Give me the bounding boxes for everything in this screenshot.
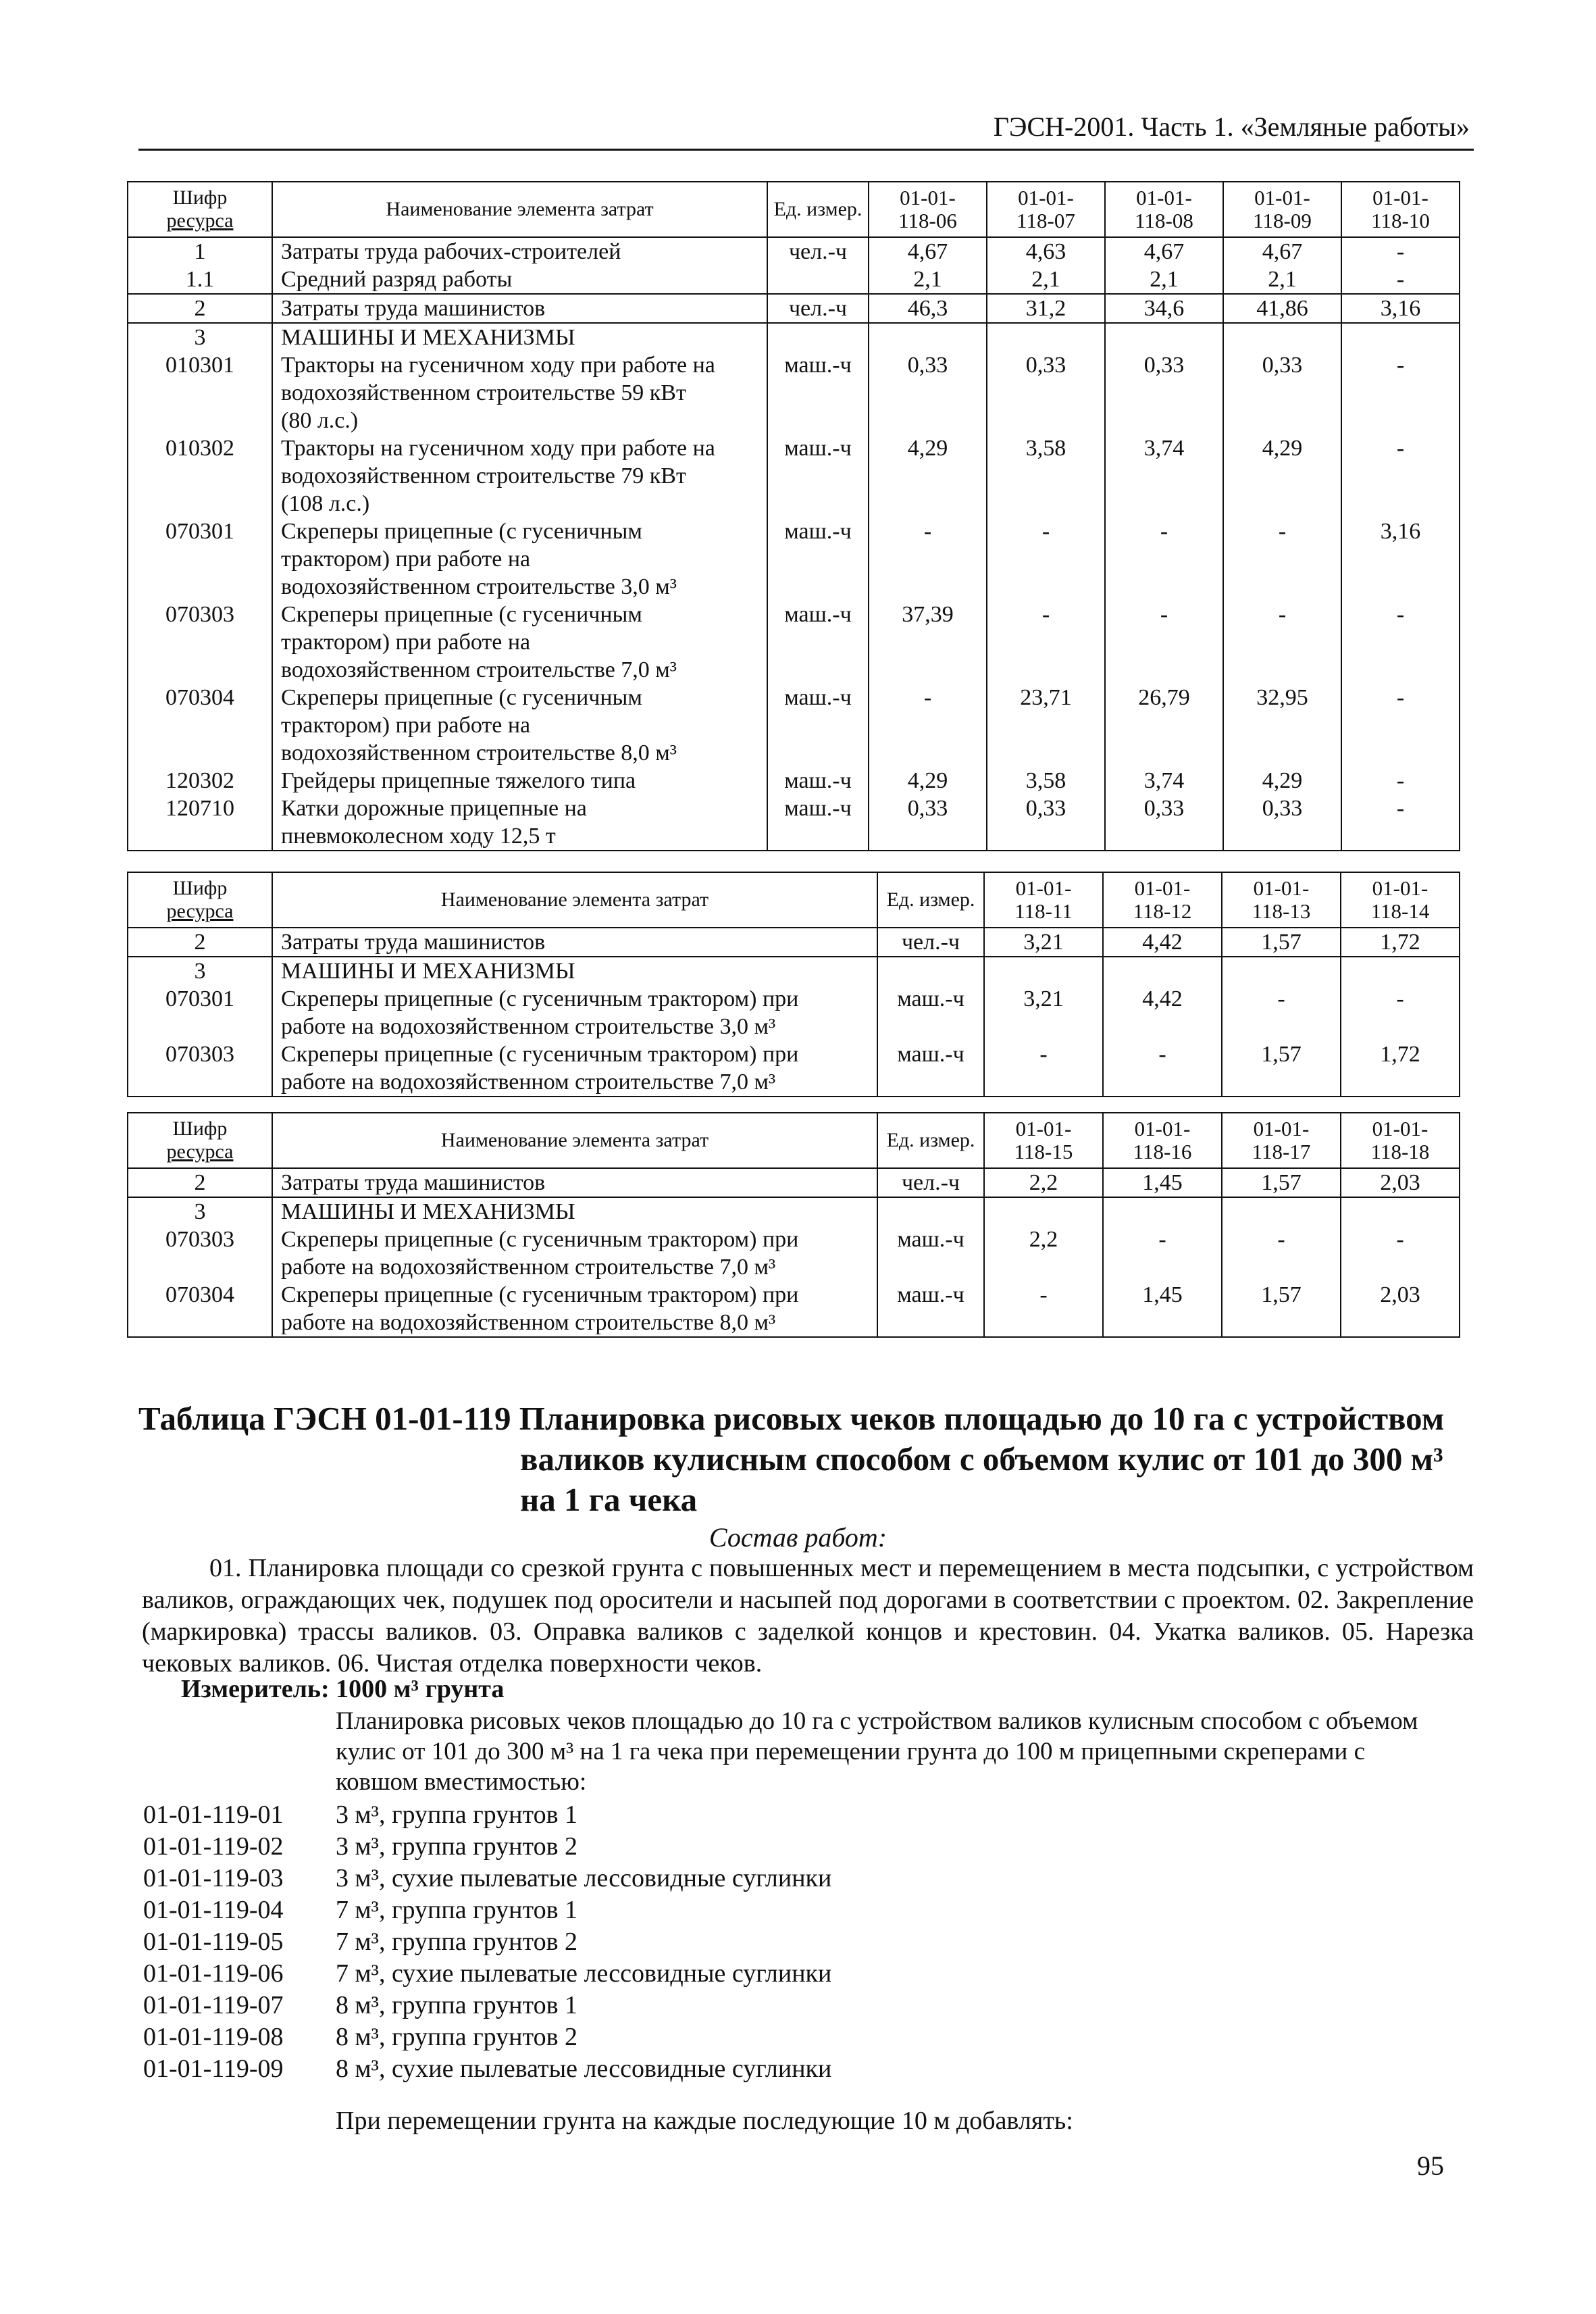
norm-item [143, 1831, 831, 1863]
value-cell: - [1341, 767, 1460, 795]
value-cell: - [1105, 601, 1223, 684]
value-cell: 4,67 [1223, 237, 1341, 266]
cost-element-name-line: водохозяйственном строительстве 8,0 м³ [281, 740, 677, 765]
value-cell: 1,45 [1103, 1281, 1222, 1337]
resource-code-cell: 070304 [128, 684, 272, 767]
unit-cell: маш.-ч [877, 985, 984, 1040]
value-cell: 1,57 [1222, 1040, 1341, 1097]
col-header-118-17: 01-01- 118-17 [1222, 1113, 1341, 1168]
value-cell [1341, 957, 1460, 985]
value-cell: - [1341, 266, 1460, 294]
resource-code-cell: 070301 [128, 985, 272, 1040]
unit-cell: маш.-ч [877, 1040, 984, 1097]
norm-item-code: 01-01-119-02 [143, 1832, 284, 1861]
cost-element-name-cell [272, 1226, 877, 1281]
value-cell [1341, 323, 1460, 351]
value-cell: 2,1 [1223, 266, 1341, 294]
resource-code-cell: 3 [128, 323, 272, 351]
cost-element-name-cell [272, 767, 767, 795]
col-header-118-18: 01-01- 118-18 [1341, 1113, 1460, 1168]
unit-cell [767, 266, 869, 294]
value-cell [1222, 1197, 1341, 1226]
value-cell: 0,33 [987, 795, 1105, 851]
section-title-line-2: валиков кулисным способом с объемом кулис от 101 до 300 м³ [520, 1440, 1443, 1478]
value-cell: 0,33 [1105, 795, 1223, 851]
unit-cell: маш.-ч [877, 1226, 984, 1281]
value-cell: 2,1 [987, 266, 1105, 294]
norm-item-code: 01-01-119-03 [143, 1864, 284, 1892]
unit-cell: маш.-ч [877, 1281, 984, 1337]
value-cell [1223, 323, 1341, 351]
cost-element-name-line: работе на водохозяйственном строительстве 3,0 м³ [281, 1014, 776, 1039]
table-header-row [128, 872, 1460, 928]
norm-item-text: 7 м³, группа грунтов 2 [336, 1928, 578, 1956]
cost-element-name-line: Скреперы прицепные (с гусеничным [281, 519, 642, 544]
col-header-unit: Ед. измер. [767, 182, 869, 237]
norm-item [143, 1799, 831, 1831]
table-row [128, 684, 1460, 767]
measurement-unit: Измеритель: 1000 м³ грунта [181, 1675, 505, 1703]
value-cell: - [1223, 601, 1341, 684]
value-cell [1103, 957, 1222, 985]
table-row [128, 266, 1460, 294]
cost-element-name-cell [272, 1281, 877, 1337]
col-header-118-15: 01-01- 118-15 [984, 1113, 1103, 1168]
resource-code-cell: 070303 [128, 1226, 272, 1281]
col-header-code: Шифр ресурса [128, 182, 272, 237]
cost-element-name-cell [272, 266, 767, 294]
value-cell: 4,29 [869, 767, 987, 795]
cost-element-name-line: МАШИНЫ И МЕХАНИЗМЫ [281, 959, 575, 984]
value-cell: - [1103, 1226, 1222, 1281]
value-cell: 37,39 [869, 601, 987, 684]
table-row [128, 1168, 1460, 1197]
value-cell: - [1341, 434, 1460, 518]
cost-element-name-cell [272, 1168, 877, 1197]
norm-item-code: 01-01-119-08 [143, 2023, 284, 2051]
table-row [128, 928, 1460, 957]
col-header-118-12: 01-01- 118-12 [1103, 872, 1222, 928]
cost-element-name-cell [272, 684, 767, 767]
value-cell: 23,71 [987, 684, 1105, 767]
value-cell: - [1341, 1226, 1460, 1281]
value-cell: 3,21 [984, 928, 1103, 957]
value-cell: 4,29 [1223, 434, 1341, 518]
cost-element-name-line: водохозяйственном строительстве 7,0 м³ [281, 657, 677, 682]
value-cell: 4,42 [1103, 985, 1222, 1040]
cost-element-name-line: Скреперы прицепные (с гусеничным трактором) при [281, 1227, 799, 1252]
norm-item [143, 1990, 831, 2021]
value-cell: - [987, 601, 1105, 684]
value-cell: 0,33 [869, 351, 987, 434]
composition-body: 01. Планировка площади со срезкой грунта с повышенных мест и перемещением в места подсыпки, с устройством валиков, ограждающих чек, подушек под оросители и насыпей под дорогами в соответствии с проектом. 02. Закрепление (маркировка) трассы валиков. 03. Оправка валиков с заделкой концов и крестовин. 04. Укатка валиков. 05. Нарезка чековых валиков. 06. Чистая отделка поверхности чеков. [142, 1554, 1474, 1678]
value-cell: - [1341, 684, 1460, 767]
cost-element-name-line: Затраты труда рабочих-строителей [281, 239, 621, 264]
resource-code-cell: 070303 [128, 1040, 272, 1097]
value-cell: 2,03 [1341, 1281, 1460, 1337]
value-cell: 2,1 [1105, 266, 1223, 294]
cost-element-name-cell [272, 985, 877, 1040]
cost-element-name-line: трактором) при работе на [281, 547, 531, 572]
value-cell: 3,74 [1105, 434, 1223, 518]
value-cell: - [984, 1281, 1103, 1337]
resource-code-cell: 070301 [128, 518, 272, 601]
cost-element-name-cell [272, 957, 877, 985]
unit-cell: маш.-ч [767, 795, 869, 851]
cost-element-name-cell [272, 237, 767, 266]
resource-table-118-15-18 [127, 1112, 1460, 1338]
cost-element-name-line: Затраты труда машинистов [281, 930, 546, 955]
col-header-118-13: 01-01- 118-13 [1222, 872, 1341, 928]
value-cell: - [1223, 518, 1341, 601]
col-header-118-11: 01-01- 118-11 [984, 872, 1103, 928]
value-cell [1341, 1197, 1460, 1226]
value-cell: 3,16 [1341, 294, 1460, 323]
value-cell: 3,21 [984, 985, 1103, 1040]
col-header-name: Наименование элемента затрат [272, 872, 877, 928]
work-description: Планировка рисовых чеков площадью до 10 га с устройством валиков кулисным способом с объемом кулис от 101 до 300 м³ на 1 га чека при перемещении грунта до 100 м прицепными скреперами с ковшом вместимостью: [336, 1707, 1418, 1796]
table-row [128, 1197, 1460, 1226]
cost-element-name-cell [272, 323, 767, 351]
value-cell: 4,67 [869, 237, 987, 266]
value-cell [869, 323, 987, 351]
value-cell [1222, 957, 1341, 985]
cost-element-name-cell [272, 928, 877, 957]
resource-code-cell: 1.1 [128, 266, 272, 294]
table-row [128, 294, 1460, 323]
header-title: ГЭСН-2001. Часть 1. «Земляные работы» [993, 111, 1470, 142]
cost-element-name-cell [272, 351, 767, 434]
value-cell: 3,58 [987, 434, 1105, 518]
resource-code-cell: 120302 [128, 767, 272, 795]
value-cell: 32,95 [1223, 684, 1341, 767]
norm-item-text: 7 м³, сухие пылеватые лессовидные суглинки [336, 1959, 832, 1988]
value-cell: - [1222, 985, 1341, 1040]
table-row [128, 1226, 1460, 1281]
cost-element-name-line: водохозяйственном строительстве 3,0 м³ [281, 574, 677, 599]
cost-element-name-line: Скреперы прицепные (с гусеничным [281, 685, 642, 710]
table-row [128, 1281, 1460, 1337]
additional-note: При перемещении грунта на каждые последующие 10 м добавлять: [336, 2107, 1073, 2135]
unit-cell: маш.-ч [767, 434, 869, 518]
value-cell: 1,57 [1222, 1168, 1341, 1197]
table-row [128, 601, 1460, 684]
norm-item-code: 01-01-119-07 [143, 1991, 284, 2019]
value-cell: 0,33 [1223, 351, 1341, 434]
value-cell: 0,33 [1105, 351, 1223, 434]
col-header-118-10: 01-01- 118-10 [1341, 182, 1460, 237]
norm-item-text: 7 м³, группа грунтов 1 [336, 1896, 578, 1924]
norm-item [143, 2021, 831, 2053]
cost-element-name-cell [272, 294, 767, 323]
value-cell: 2,2 [984, 1226, 1103, 1281]
col-header-118-14: 01-01- 118-14 [1341, 872, 1460, 928]
col-header-name: Наименование элемента затрат [272, 182, 767, 237]
value-cell: 4,67 [1105, 237, 1223, 266]
value-cell: 41,86 [1223, 294, 1341, 323]
unit-cell: маш.-ч [767, 518, 869, 601]
value-cell: - [1341, 985, 1460, 1040]
unit-cell [877, 1197, 984, 1226]
col-header-code: Шифр ресурса [128, 872, 272, 928]
value-cell: - [1341, 601, 1460, 684]
norm-item [143, 1863, 831, 1894]
value-cell [984, 957, 1103, 985]
cost-element-name-line: Скреперы прицепные (с гусеничным трактором) при [281, 1042, 799, 1067]
value-cell [987, 323, 1105, 351]
value-cell: 4,42 [1103, 928, 1222, 957]
resource-code-cell: 070304 [128, 1281, 272, 1337]
resource-table-118-06-10 [127, 181, 1460, 851]
unit-cell: маш.-ч [767, 601, 869, 684]
col-header-name: Наименование элемента затрат [272, 1113, 877, 1168]
value-cell: - [984, 1040, 1103, 1097]
cost-element-name-cell [272, 1040, 877, 1097]
cost-element-name-line: Средний разряд работы [281, 267, 513, 292]
table-row [128, 985, 1460, 1040]
table-row [128, 351, 1460, 434]
value-cell: 0,33 [987, 351, 1105, 434]
norm-item [143, 1926, 831, 1958]
col-header-unit: Ед. измер. [877, 1113, 984, 1168]
cost-element-name-line: работе на водохозяйственном строительстве 7,0 м³ [281, 1255, 776, 1280]
cost-element-name-line: Затраты труда машинистов [281, 1170, 546, 1195]
table-row [128, 518, 1460, 601]
value-cell: 4,29 [1223, 767, 1341, 795]
resource-code-cell: 3 [128, 957, 272, 985]
page-number: 95 [1417, 2150, 1444, 2181]
cost-element-name-line: Затраты труда машинистов [281, 296, 546, 321]
cost-element-name-line: Грейдеры прицепные тяжелого типа [281, 768, 636, 793]
value-cell: - [869, 518, 987, 601]
cost-element-name-line: Тракторы на гусеничном ходу при работе на [281, 353, 715, 378]
table-header-row [128, 1113, 1460, 1168]
cost-element-name-cell [272, 434, 767, 518]
section-title [138, 1399, 1474, 1520]
col-header-118-08: 01-01- 118-08 [1105, 182, 1223, 237]
value-cell: 4,63 [987, 237, 1105, 266]
table-row [128, 767, 1460, 795]
resource-code-cell: 3 [128, 1197, 272, 1226]
cost-element-name-line: Катки дорожные прицепные на [281, 796, 587, 821]
value-cell: 1,57 [1222, 928, 1341, 957]
norm-item-text: 8 м³, группа грунтов 1 [336, 1991, 578, 2019]
value-cell: 3,58 [987, 767, 1105, 795]
cost-element-name-cell [272, 601, 767, 684]
value-cell: 1,72 [1341, 928, 1460, 957]
value-cell: - [1222, 1226, 1341, 1281]
col-header-code: Шифр ресурса [128, 1113, 272, 1168]
cost-element-name-line: МАШИНЫ И МЕХАНИЗМЫ [281, 1199, 575, 1224]
resource-code-cell: 070303 [128, 601, 272, 684]
cost-element-name-cell [272, 518, 767, 601]
norm-item-code: 01-01-119-01 [143, 1801, 284, 1829]
norm-item-list [143, 1799, 831, 2085]
cost-element-name-line: трактором) при работе на [281, 713, 531, 738]
table-row [128, 957, 1460, 985]
resource-code-cell: 010302 [128, 434, 272, 518]
value-cell: - [1341, 351, 1460, 434]
value-cell: 26,79 [1105, 684, 1223, 767]
norm-item [143, 1894, 831, 1926]
value-cell: 1,72 [1341, 1040, 1460, 1097]
norm-item [143, 2053, 831, 2085]
value-cell: - [1103, 1040, 1222, 1097]
col-header-118-07: 01-01- 118-07 [987, 182, 1105, 237]
norm-item-code: 01-01-119-09 [143, 2055, 284, 2083]
table-row [128, 237, 1460, 266]
col-header-118-09: 01-01- 118-09 [1223, 182, 1341, 237]
value-cell: 2,03 [1341, 1168, 1460, 1197]
col-header-118-16: 01-01- 118-16 [1103, 1113, 1222, 1168]
norm-item-code: 01-01-119-04 [143, 1896, 284, 1924]
norm-item-code: 01-01-119-05 [143, 1928, 284, 1956]
cost-element-name-line: Скреперы прицепные (с гусеничным трактором) при [281, 1282, 799, 1307]
composition-text [142, 1553, 1474, 1680]
resource-code-cell: 2 [128, 928, 272, 957]
resource-code-cell: 1 [128, 237, 272, 266]
norm-item-code: 01-01-119-06 [143, 1959, 284, 1988]
unit-cell: чел.-ч [877, 1168, 984, 1197]
table-row [128, 434, 1460, 518]
value-cell: 0,33 [869, 795, 987, 851]
composition-heading: Состав работ: [709, 1522, 887, 1553]
table-header-row [128, 182, 1460, 237]
resource-code-cell: 120710 [128, 795, 272, 851]
cost-element-name-line: работе на водохозяйственном строительстве 7,0 м³ [281, 1070, 776, 1095]
value-cell: 31,2 [987, 294, 1105, 323]
value-cell: - [1341, 795, 1460, 851]
value-cell: 34,6 [1105, 294, 1223, 323]
cost-element-name-line: (80 л.с.) [281, 408, 359, 433]
section-title-line-1: Таблица ГЭСН 01-01-119 Планировка рисовых чеков площадью до 10 га с устройством [138, 1400, 1445, 1437]
value-cell: 0,33 [1223, 795, 1341, 851]
page-header [138, 107, 1474, 151]
value-cell: 4,29 [869, 434, 987, 518]
col-header-unit: Ед. измер. [877, 872, 984, 928]
cost-element-name-line: работе на водохозяйственном строительстве 8,0 м³ [281, 1310, 776, 1335]
norm-item-text: 3 м³, группа грунтов 1 [336, 1801, 578, 1829]
value-cell: 46,3 [869, 294, 987, 323]
unit-cell: чел.-ч [767, 237, 869, 266]
value-cell: 3,74 [1105, 767, 1223, 795]
cost-element-name-line: трактором) при работе на [281, 630, 531, 655]
table-row [128, 795, 1460, 851]
value-cell: 1,57 [1222, 1281, 1341, 1337]
unit-cell: маш.-ч [767, 684, 869, 767]
resource-code-cell: 010301 [128, 351, 272, 434]
unit-cell: маш.-ч [767, 351, 869, 434]
cost-element-name-line: Скреперы прицепные (с гусеничным трактором) при [281, 986, 799, 1011]
unit-cell: маш.-ч [767, 767, 869, 795]
cost-element-name-line: водохозяйственном строительстве 79 кВт [281, 463, 686, 488]
value-cell: 2,1 [869, 266, 987, 294]
unit-cell: чел.-ч [767, 294, 869, 323]
cost-element-name-cell [272, 795, 767, 851]
unit-cell [877, 957, 984, 985]
cost-element-name-cell [272, 1197, 877, 1226]
value-cell: 1,45 [1103, 1168, 1222, 1197]
table-row [128, 323, 1460, 351]
norm-item-text: 3 м³, группа грунтов 2 [336, 1832, 578, 1861]
col-header-118-06: 01-01- 118-06 [869, 182, 987, 237]
norm-item-text: 3 м³, сухие пылеватые лессовидные суглинки [336, 1864, 832, 1892]
resource-table-118-11-14 [127, 872, 1460, 1097]
cost-element-name-line: пневмоколесном ходу 12,5 т [281, 824, 556, 849]
cost-element-name-line: МАШИНЫ И МЕХАНИЗМЫ [281, 325, 575, 350]
value-cell [984, 1197, 1103, 1226]
unit-cell [767, 323, 869, 351]
cost-element-name-line: (108 л.с.) [281, 491, 370, 516]
value-cell [1105, 323, 1223, 351]
norm-item-text: 8 м³, сухие пылеватые лессовидные суглинки [336, 2055, 832, 2083]
norm-item [143, 1958, 831, 1990]
resource-code-cell: 2 [128, 1168, 272, 1197]
value-cell: 3,16 [1341, 518, 1460, 601]
value-cell: - [1341, 237, 1460, 266]
cost-element-name-line: Скреперы прицепные (с гусеничным [281, 602, 642, 627]
value-cell: - [1105, 518, 1223, 601]
value-cell [1103, 1197, 1222, 1226]
norm-item-text: 8 м³, группа грунтов 2 [336, 2023, 578, 2051]
value-cell: - [869, 684, 987, 767]
cost-element-name-line: Тракторы на гусеничном ходу при работе на [281, 436, 715, 461]
section-title-line-3: на 1 га чека [520, 1481, 698, 1518]
unit-cell: чел.-ч [877, 928, 984, 957]
value-cell: - [987, 518, 1105, 601]
resource-code-cell: 2 [128, 294, 272, 323]
table-row [128, 1040, 1460, 1097]
cost-element-name-line: водохозяйственном строительстве 59 кВт [281, 380, 686, 405]
value-cell: 2,2 [984, 1168, 1103, 1197]
